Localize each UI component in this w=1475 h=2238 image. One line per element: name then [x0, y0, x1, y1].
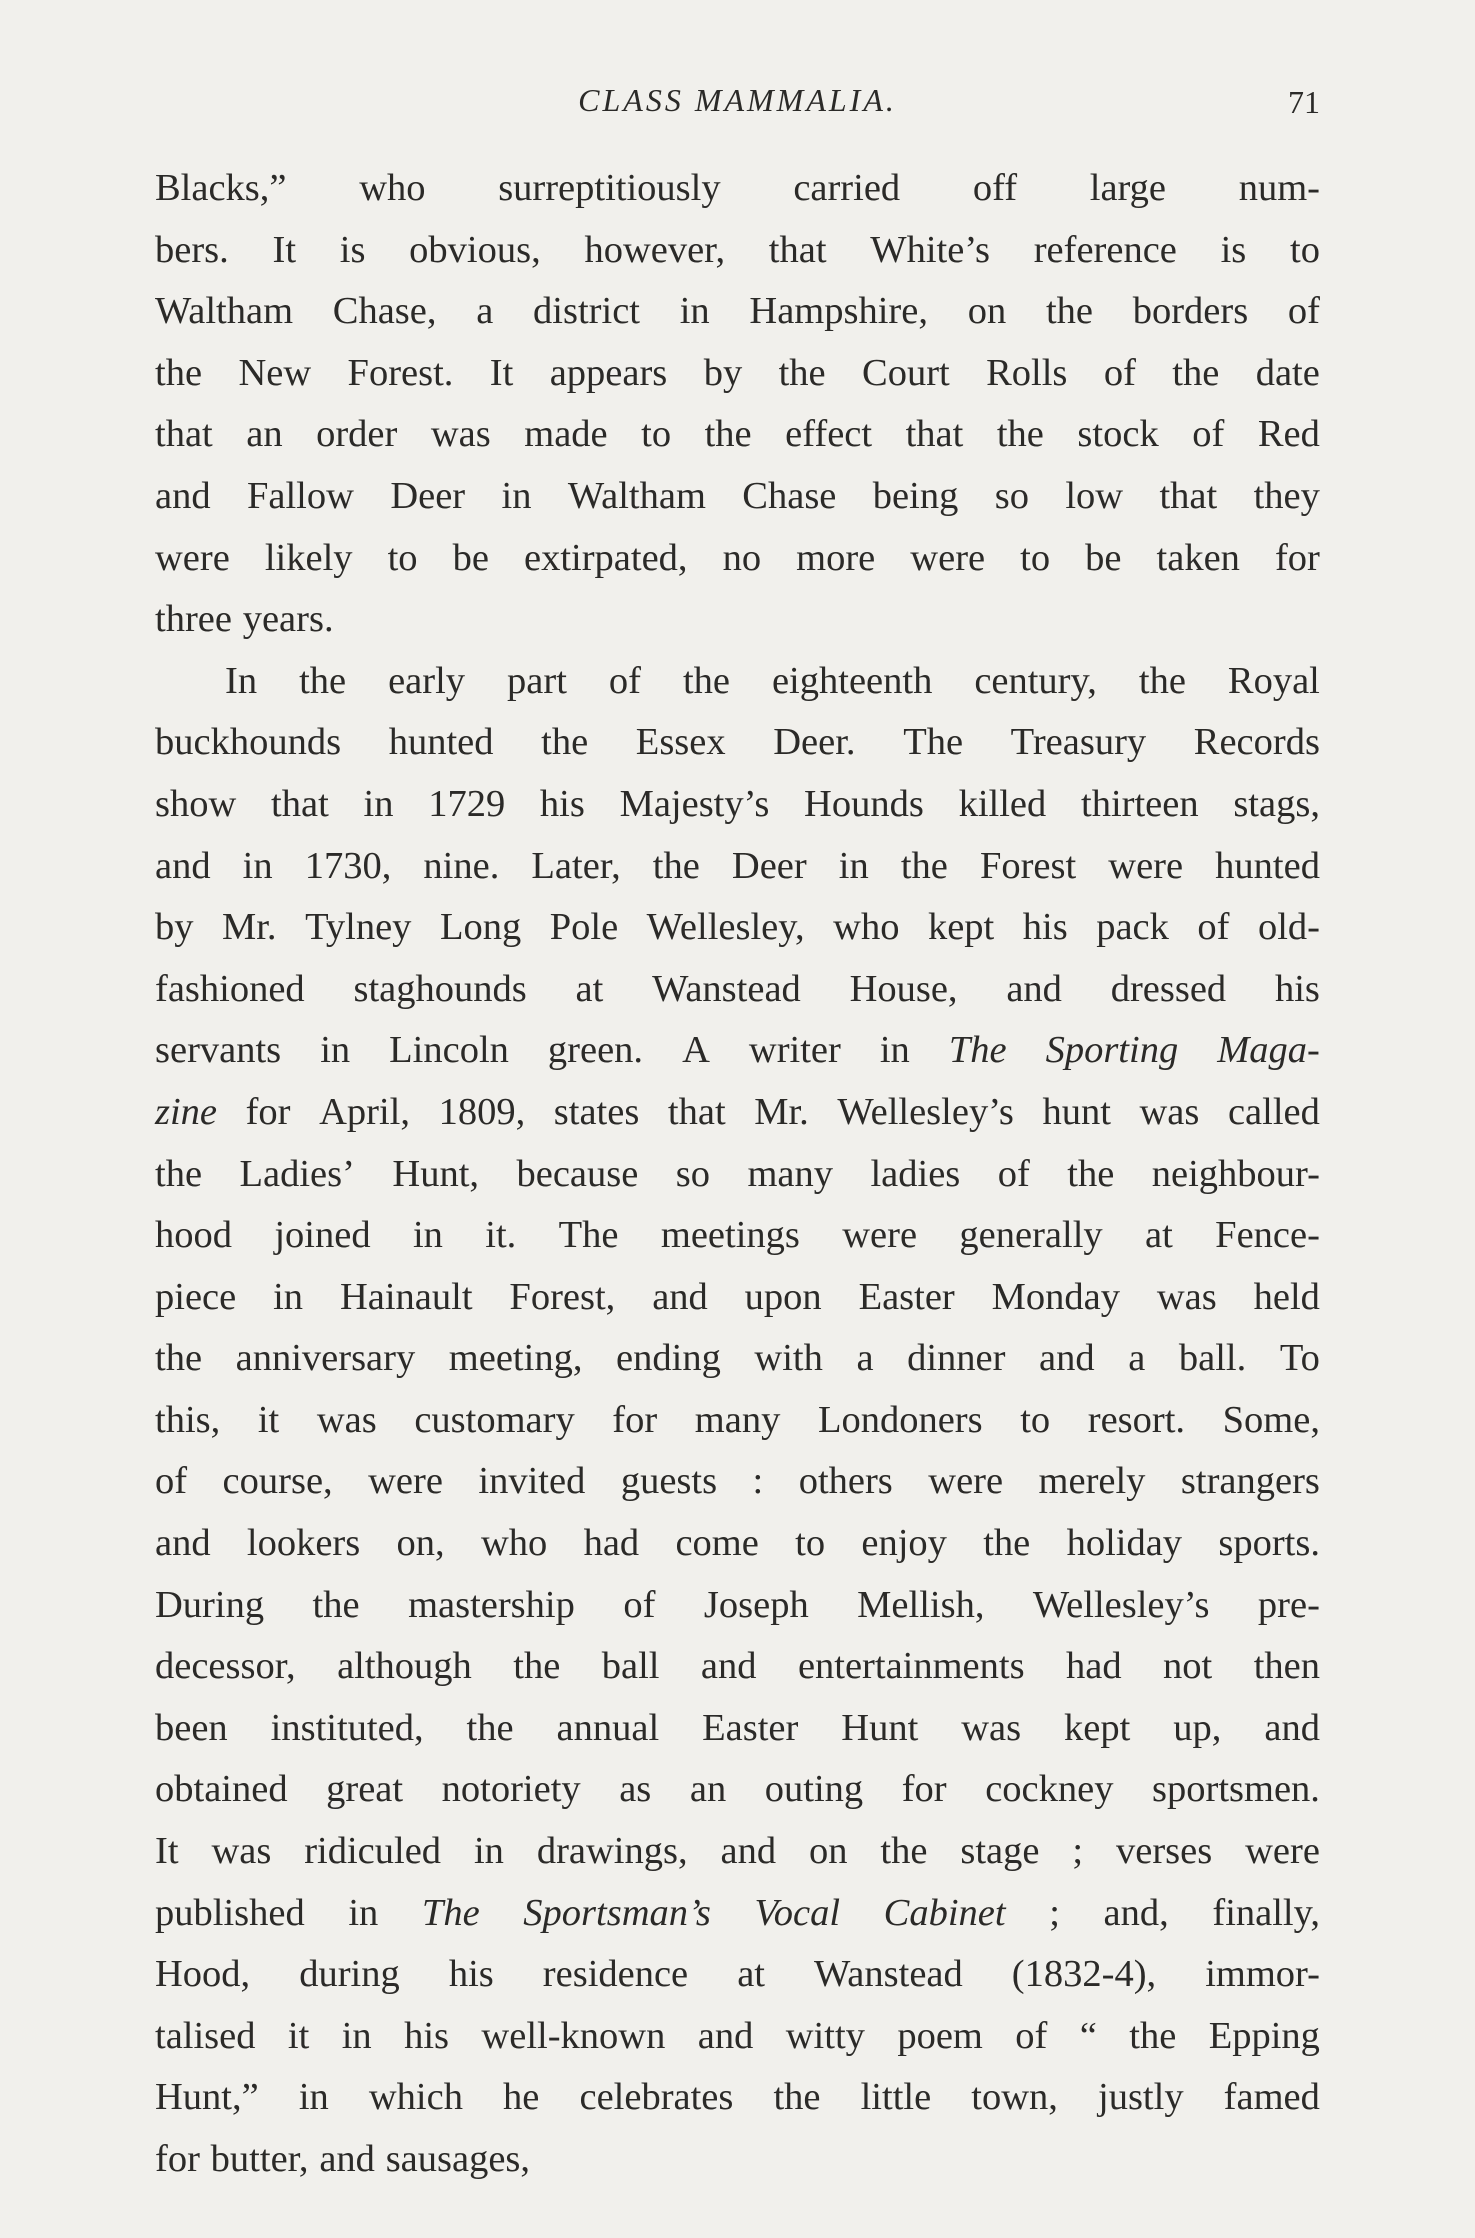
text-line: servants in Lincoln green. A writer in The Sporting Maga- [155, 1029, 1320, 1072]
text-line: and in 1730, nine. Later, the Deer in the Forest were hunted [155, 844, 1320, 887]
text-line: hood joined in it. The meetings were generally at Fence- [155, 1214, 1320, 1257]
body-text [155, 158, 1320, 2191]
text-line: In the early part of the eighteenth century, the Royal [225, 659, 1320, 702]
running-title: CLASS MAMMALIA. [578, 82, 897, 118]
text-line: been instituted, the annual Easter Hunt was kept up, and [155, 1706, 1320, 1749]
page-number: 71 [1288, 84, 1320, 120]
text-line: and lookers on, who had come to enjoy the holiday sports. [155, 1522, 1320, 1565]
text-line: It was ridiculed in drawings, and on the stage ; verses were [155, 1830, 1320, 1873]
text-line: by Mr. Tylney Long Pole Wellesley, who kept his pack of old- [155, 906, 1320, 949]
text-line: decessor, although the ball and entertainments had not then [155, 1645, 1320, 1688]
text-line: the Ladies’ Hunt, because so many ladies of the neighbour- [155, 1152, 1320, 1195]
text-line: talised it in his well-known and witty poem of “ the Epping [155, 2014, 1320, 2057]
text-line: were likely to be extirpated, no more were to be taken for [155, 536, 1320, 579]
page-header [155, 78, 1320, 128]
text-line: that an order was made to the effect that the stock of Red [155, 413, 1320, 456]
text-line: the New Forest. It appears by the Court Rolls of the date [155, 351, 1320, 394]
text-line: piece in Hainault Forest, and upon Easter Monday was held [155, 1275, 1320, 1318]
text-line: zine for April, 1809, states that Mr. Wellesley’s hunt was called [155, 1090, 1320, 1133]
text-line: published in The Sportsman’s Vocal Cabinet ; and, finally, [155, 1891, 1320, 1934]
text-line: this, it was customary for many Londoners to resort. Some, [155, 1398, 1320, 1441]
text-line: bers. It is obvious, however, that White’s reference is to [155, 228, 1320, 271]
text-line: During the mastership of Joseph Mellish, Wellesley’s pre- [155, 1583, 1320, 1626]
text-line: for butter, and sausages, [155, 2138, 531, 2180]
text-line: obtained great notoriety as an outing for cockney sportsmen. [155, 1768, 1320, 1811]
text-line: fashioned staghounds at Wanstead House, and dressed his [155, 967, 1320, 1010]
text-line: Waltham Chase, a district in Hampshire, on the borders of [155, 290, 1320, 333]
text-line: Hunt,” in which he celebrates the little town, justly famed [155, 2076, 1320, 2119]
text-line: three years. [155, 598, 334, 641]
text-line: buckhounds hunted the Essex Deer. The Treasury Records [155, 721, 1320, 764]
text-line: Hood, during his residence at Wanstead (1832-4), immor- [155, 1953, 1320, 1996]
text-line: show that in 1729 his Majesty’s Hounds killed thirteen stags, [155, 782, 1320, 825]
text-line: Blacks,” who surreptitiously carried off large num- [155, 167, 1320, 209]
text-line: of course, were invited guests : others were merely strangers [155, 1460, 1320, 1503]
text-line: the anniversary meeting, ending with a dinner and a ball. To [155, 1337, 1320, 1380]
text-line: and Fallow Deer in Waltham Chase being so low that they [155, 474, 1320, 517]
